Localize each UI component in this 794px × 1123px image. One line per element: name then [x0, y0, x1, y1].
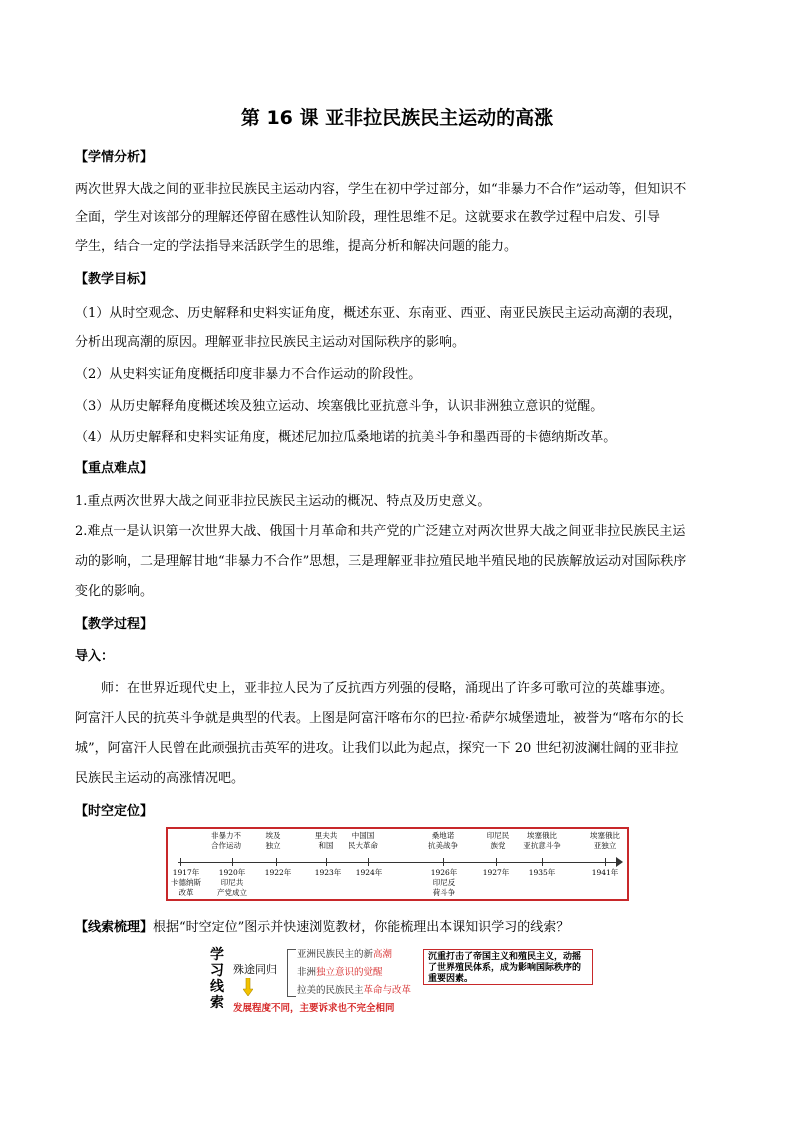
timeline-event-top: 埃塞俄比 亚抗意斗争: [523, 831, 561, 850]
timeline-tick: [232, 858, 233, 866]
intro-line: 师：在世界近现代史上，亚非拉人民为了反抗西方列强的侵略，涌现出了许多可歌可泣的英雄事迹。: [101, 681, 674, 696]
timeline-year: 1927年: [482, 868, 510, 877]
clue-conclusion-box: 沉重打击了帝国主义和殖民主义，动摇了世界殖民体系，成为影响国际秩序的重要因素。: [423, 949, 593, 985]
timeline-event-top: 中国国 民大革命: [348, 831, 378, 850]
timeline-tick: [276, 858, 277, 866]
timeline-year: 1926年 印尼反 荷斗争: [430, 868, 458, 897]
paragraph-line: 全面，学生对该部分的理解还停留在感性认知阶段，理性思维不足。这就要求在教学过程中启发、引导: [75, 210, 661, 225]
clue-bottom-note: 发展程度不同，主要诉求也不完全相同: [233, 1003, 395, 1014]
clue-vertical-label: 学习线索: [210, 947, 224, 1011]
goal-line: （2）从史料实证角度概括印度非暴力不合作运动的阶段性。: [75, 367, 422, 382]
timeline-year: 1920年 印尼共 产党成立: [217, 868, 247, 897]
timeline-year: 1935年: [528, 868, 556, 877]
clue-prompt: [75, 916, 569, 935]
clue-middle-label: 殊途同归: [233, 963, 277, 976]
clue-item-asia: [297, 946, 392, 960]
timeline-tick: [368, 858, 369, 866]
intro-line: 民族民主运动的高涨情况吧。: [75, 771, 245, 786]
timeline-tick: [443, 858, 444, 866]
timeline-tick: [496, 858, 497, 866]
clue-item-highlight: 高潮: [373, 949, 393, 960]
timeline-year: 1922年: [264, 868, 292, 877]
paragraph-line: 两次世界大战之间的亚非拉民族民主运动内容，学生在初中学过部分，如“非暴力不合作”运动等，但知识不: [75, 182, 687, 197]
clue-item-text: 非洲: [297, 967, 317, 978]
goal-line: （4）从历史解释和史料实证角度，概述尼加拉瓜桑地诺的抗美斗争和墨西哥的卡德纳斯改革。: [75, 430, 617, 445]
clue-item-text: 亚洲民族民主的新: [297, 949, 374, 960]
heading-teaching-process: 【教学过程】: [75, 617, 154, 632]
timeline-event-top: 埃及 独立: [265, 831, 281, 850]
clue-item-latin-america: [297, 982, 411, 996]
heading-clue: 【线索梳理】: [75, 920, 154, 935]
down-arrow-icon: [243, 978, 253, 996]
timeline-tick: [180, 858, 181, 866]
clue-item-highlight: 独立意识的觉醒: [316, 967, 383, 978]
timeline-figure: [166, 827, 629, 901]
clue-brace: [287, 949, 296, 997]
clue-diagram: [205, 945, 605, 1020]
heading-time-space: 【时空定位】: [75, 804, 154, 819]
keypoint-line: 2.难点一是认识第一次世界大战、俄国十月革命和共产党的广泛建立对两次世界大战之间亚非拉民族民主运: [75, 524, 686, 539]
heading-student-analysis: 【学情分析】: [75, 150, 154, 165]
keypoint-line: 1.重点两次世界大战之间亚非拉民族民主运动的概况、特点及历史意义。: [75, 494, 491, 509]
heading-key-points: 【重点难点】: [75, 461, 154, 476]
clue-item-africa: [297, 964, 383, 978]
timeline-year: 1923年: [314, 868, 342, 877]
keypoint-line: 变化的影响。: [75, 584, 154, 599]
timeline-tick: [605, 858, 606, 866]
clue-question: 根据“时空定位”图示并快速浏览教材，你能梳理出本课知识学习的线索？: [153, 920, 570, 935]
heading-teaching-goals: 【教学目标】: [75, 272, 154, 287]
timeline-arrow-icon: [616, 857, 623, 867]
timeline-year: 1941年: [591, 868, 619, 877]
timeline-year: 1924年: [355, 868, 383, 877]
timeline-event-top: 埃塞俄比 亚独立: [590, 831, 620, 850]
goal-line: 分析出现高潮的原因。理解亚非拉民族民主运动对国际秩序的影响。: [75, 335, 466, 350]
timeline-tick: [326, 858, 327, 866]
goal-line: （3）从历史解释角度概述埃及独立运动、埃塞俄比亚抗意斗争，认识非洲独立意识的觉醒。: [75, 399, 604, 414]
keypoint-line: 动的影响，二是理解甘地“非暴力不合作”思想，三是理解亚非拉殖民地半殖民地的民族解放运动对国际秩序: [75, 554, 687, 569]
goal-line: （1）从时空观念、历史解释和史料实证角度，概述东亚、东南亚、西亚、南亚民族民主运动高潮的表现，: [75, 306, 682, 321]
timeline-axis: [178, 862, 617, 863]
lesson-title: 第 16 课 亚非拉民族民主运动的高涨: [240, 107, 554, 129]
timeline-event-top: 印尼民 族党: [486, 831, 510, 850]
intro-label: 导入：: [75, 649, 115, 664]
intro-line: 城”，阿富汗人民曾在此顽强抗击英军的进攻。让我们以此为起点，探究一下 20 世纪初波澜壮阔的亚非拉: [75, 741, 679, 756]
timeline-event-top: 桑地诺 抗美战争: [428, 831, 458, 850]
intro-line: 阿富汗人民的抗英斗争就是典型的代表。上图是阿富汗喀布尔的巴拉·希萨尔城堡遗址，被誉为“喀布尔的长: [75, 711, 684, 726]
timeline-tick: [542, 858, 543, 866]
timeline-event-top: 里夫共 和国: [314, 831, 338, 850]
timeline-year: 1917年 卡德纳斯 改革: [171, 868, 201, 897]
clue-item-text: 拉美的民族民主: [297, 985, 364, 996]
clue-item-highlight: 革命与改革: [363, 985, 412, 996]
timeline-event-top: 非暴力不 合作运动: [211, 831, 241, 850]
paragraph-line: 学生，结合一定的学法指导来活跃学生的思维，提高分析和解决问题的能力。: [75, 239, 518, 254]
